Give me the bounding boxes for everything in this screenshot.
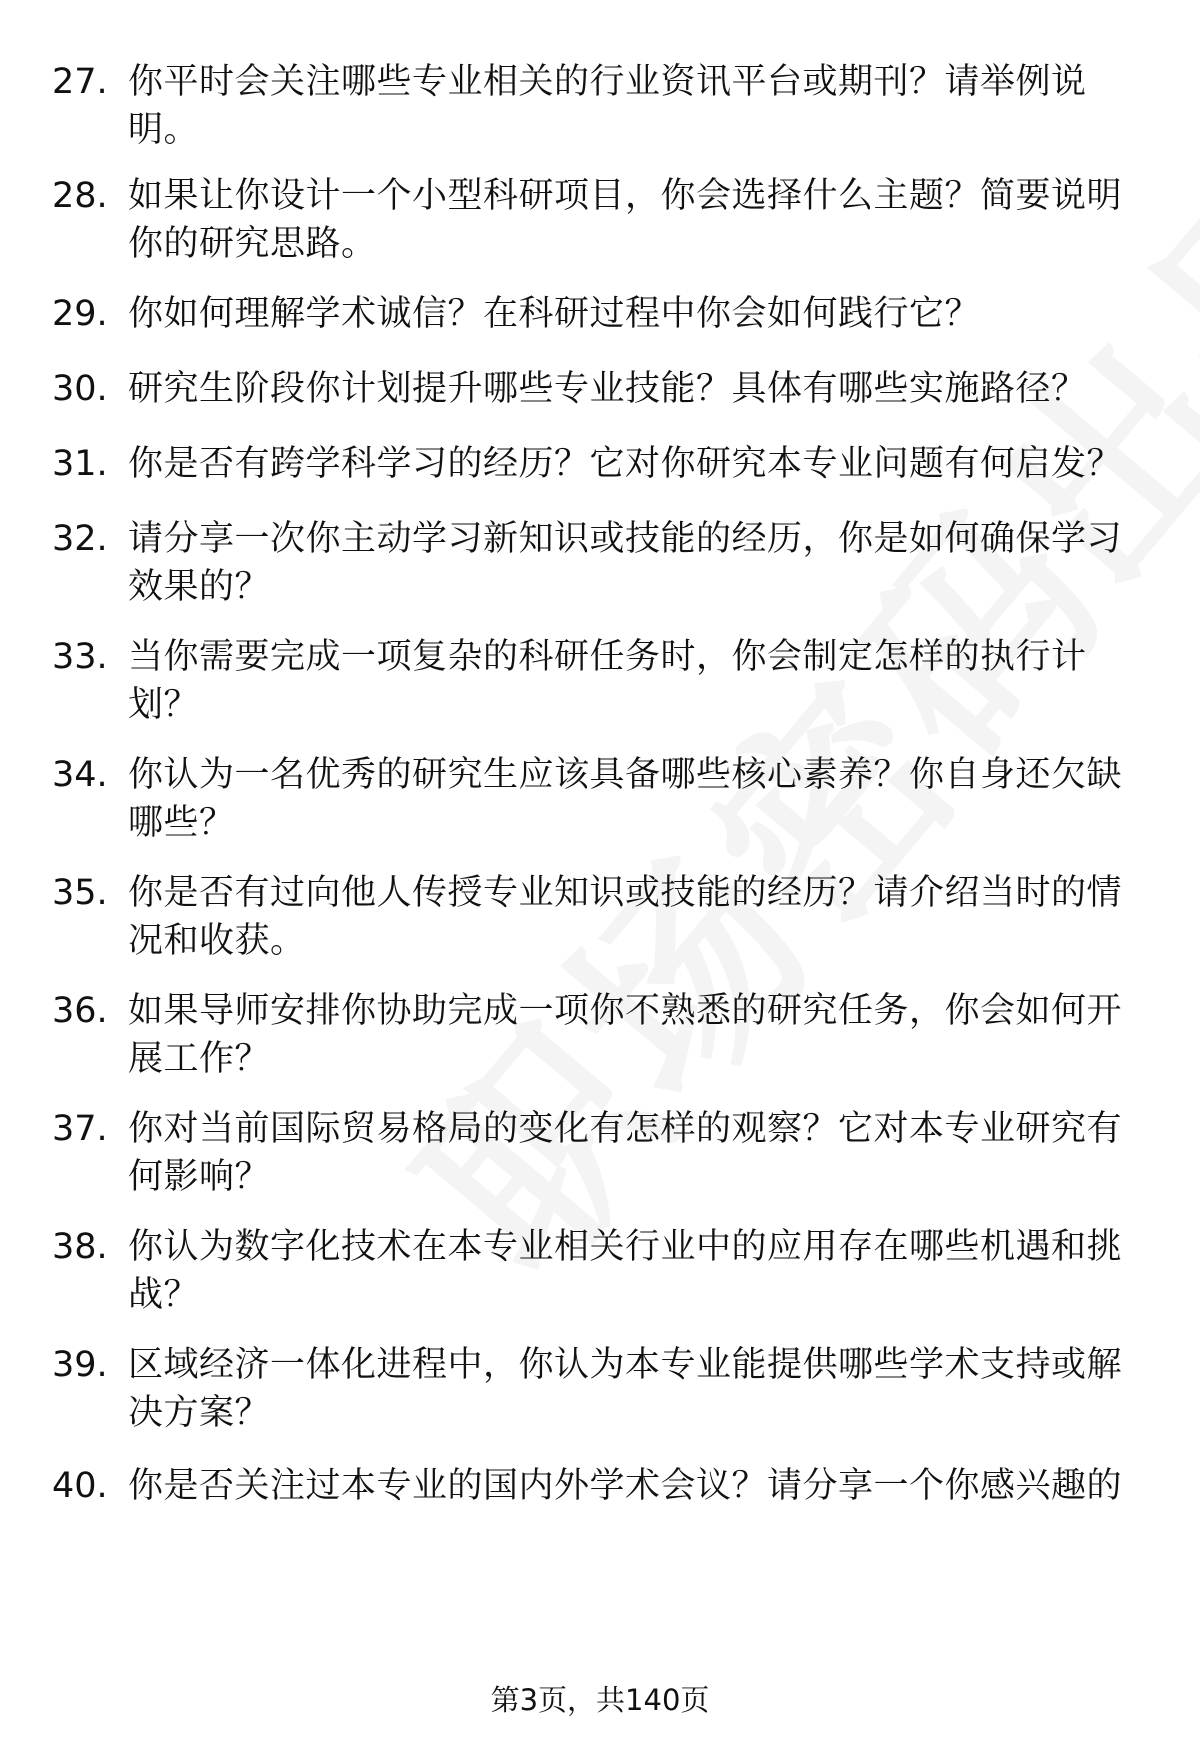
question-number: 35.: [52, 873, 108, 913]
question-number: 28.: [52, 176, 108, 216]
question-text: 请分享一次你主动学习新知识或技能的经历，你是如何确保学习效果的？: [128, 519, 1123, 607]
question-text: 当你需要完成一项复杂的科研任务时，你会制定怎样的执行计划？: [128, 637, 1087, 725]
question-number: 27.: [52, 62, 108, 102]
question-text: 如果让你设计一个小型科研项目，你会选择什么主题？简要说明你的研究思路。: [128, 176, 1123, 264]
question-number: 30.: [52, 369, 108, 409]
question-text: 研究生阶段你计划提升哪些专业技能？具体有哪些实施路径？: [128, 369, 1087, 409]
question-text: 你平时会关注哪些专业相关的行业资讯平台或期刊？请举例说明。: [128, 62, 1087, 150]
page-footer: 第3页，共140页: [490, 1683, 710, 1717]
question-text: 你如何理解学术诚信？在科研过程中你会如何践行它？: [128, 294, 981, 334]
question-text: 你是否有跨学科学习的经历？它对你研究本专业问题有何启发？: [128, 444, 1123, 484]
question-number: 31.: [52, 444, 108, 484]
question-text: 区域经济一体化进程中，你认为本专业能提供哪些学术支持或解决方案？: [128, 1345, 1123, 1433]
question-number: 40.: [52, 1466, 108, 1506]
question-number: 38.: [52, 1227, 108, 1267]
question-text: 如果导师安排你协助完成一项你不熟悉的研究任务，你会如何开展工作？: [128, 991, 1123, 1079]
question-number: 36.: [52, 991, 108, 1031]
question-number: 34.: [52, 755, 108, 795]
question-number: 37.: [52, 1109, 108, 1149]
question-text: 你认为数字化技术在本专业相关行业中的应用存在哪些机遇和挑战？: [128, 1227, 1123, 1315]
question-text: 你对当前国际贸易格局的变化有怎样的观察？它对本专业研究有何影响？: [128, 1109, 1123, 1197]
question-text: 你认为一名优秀的研究生应该具备哪些核心素养？你自身还欠缺哪些？: [128, 755, 1123, 843]
question-number: 39.: [52, 1345, 108, 1385]
question-number: 29.: [52, 294, 108, 334]
question-number: 33.: [52, 637, 108, 677]
question-text: 你是否关注过本专业的国内外学术会议？请分享一个你感兴趣的: [128, 1466, 1123, 1506]
question-text: 你是否有过向他人传授专业知识或技能的经历？请介绍当时的情况和收获。: [128, 873, 1123, 961]
question-number: 32.: [52, 519, 108, 559]
